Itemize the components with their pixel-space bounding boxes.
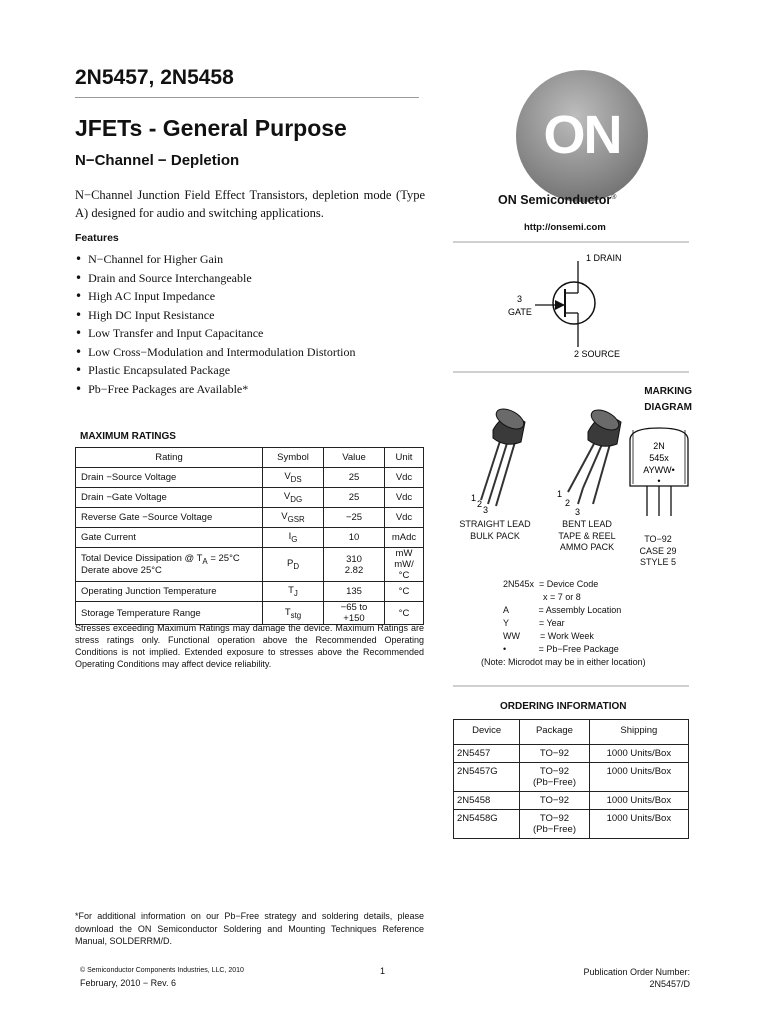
symbol-subscript: D (293, 561, 300, 571)
publication-number: 2N5457/D (649, 979, 690, 989)
device-cell: 2N5458G (454, 810, 520, 839)
value-text: 310 2.82 (344, 553, 364, 576)
unit-cell (385, 488, 424, 508)
package-cell (520, 792, 590, 810)
pb-free-footnote: *For additional information on our Pb−Free strategy and soldering details, please download the ON Semiconductor Soldering and Mounting Techniques Reference Manual, SOLDERRM/D. (75, 911, 424, 946)
table-row (76, 488, 424, 508)
table-row (76, 468, 424, 488)
registered-mark: ® (611, 193, 617, 201)
title-divider (75, 97, 419, 98)
stress-note: Stresses exceeding Maximum Ratings may damage the device. Maximum Ratings are stress ratings only. Functional operation above the Recommended Operating Conditions is not implied. Extended exposure to stresses above the Recommended Operating Conditions may affect device reliability. (75, 623, 424, 669)
label-line: STYLE 5 (639, 557, 677, 567)
unit-cell (385, 548, 424, 582)
table-row (454, 763, 689, 792)
features-heading: Features (75, 232, 119, 244)
shipping-cell: 1000 Units/Box (589, 763, 688, 792)
label-line: AMMO PACK (559, 542, 615, 552)
value-cell (324, 508, 385, 528)
rating-cell (76, 548, 263, 582)
symbol-subscript: stg (290, 610, 302, 620)
shipping-cell: 1000 Units/Box (589, 745, 688, 763)
marking-heading-line: DIAGRAM (644, 402, 692, 413)
unit-text: mW mW/°C (394, 548, 414, 581)
package-cell (520, 745, 590, 763)
page-subtitle: N−Channel − Depletion (75, 152, 240, 169)
pin-label: 3 (483, 505, 489, 515)
symbol-subscript: DG (290, 494, 303, 504)
symbol-subscript: J (293, 588, 298, 598)
revision-date: February, 2010 − Rev. 6 (80, 978, 176, 988)
publication-label: Publication Order Number: (583, 967, 690, 977)
rating-text: Total Device Dissipation @ T (81, 552, 203, 564)
rating-cell: Gate Current (76, 528, 263, 548)
bent-lead-package-icon (568, 406, 622, 504)
package-cell (520, 810, 590, 839)
table-row (454, 810, 689, 839)
device-cell: 2N5458 (454, 792, 520, 810)
feature-item: • High AC Input Impedance (75, 287, 356, 306)
unit-cell (385, 528, 424, 548)
section-divider (453, 371, 689, 373)
feature-item: • Pb−Free Packages are Available* (75, 380, 356, 399)
drain-label: 1 DRAIN (586, 253, 622, 263)
max-ratings-heading: MAXIMUM RATINGS (80, 431, 176, 442)
part-number-title: 2N5457, 2N5458 (75, 66, 234, 89)
feature-item: • Drain and Source Interchangeable (75, 269, 356, 288)
feature-item: • N−Channel for Higher Gain (75, 250, 356, 269)
table-row (454, 745, 689, 763)
microdot-note: (Note: Microdot may be in either location) (481, 657, 646, 667)
copyright-text: © Semiconductor Components Industries, LLC, 2010 (80, 967, 244, 974)
package-text: TO−92 (Pb−Free) (532, 766, 576, 788)
pin-label: 2 (565, 498, 571, 508)
rating-cell: Drain −Gate Voltage (76, 488, 263, 508)
symbol-text: T (284, 606, 291, 618)
pin-label: 1 (471, 493, 477, 503)
package-drawings (453, 400, 689, 530)
device-cell: 2N5457 (454, 745, 520, 763)
feature-item: • Low Cross−Modulation and Intermodulation Distortion (75, 343, 356, 362)
bent-lead-label (550, 519, 624, 554)
feature-item: • Plastic Encapsulated Package (75, 361, 356, 380)
package-text: TO−92 (539, 795, 570, 806)
website-link[interactable]: http://onsemi.com (524, 222, 606, 233)
symbol-text: P (286, 558, 294, 570)
table-row (76, 528, 424, 548)
rating-cell: Storage Temperature Range (76, 602, 263, 625)
rating-text: = 25°C (207, 552, 240, 564)
ordering-info-heading: ORDERING INFORMATION (500, 701, 627, 712)
pin-label: 2 (477, 499, 483, 509)
table-row (76, 508, 424, 528)
features-list (75, 250, 356, 398)
legend-row: x = 7 or 8 (503, 592, 581, 602)
jfet-symbol-diagram (453, 245, 689, 365)
table-header-row (454, 720, 689, 745)
marking-text: 545x (649, 453, 669, 463)
symbol-text: I (288, 531, 292, 543)
unit-text: mAdc (391, 532, 417, 543)
straight-lead-label (455, 519, 535, 542)
label-line: CASE 29 (639, 545, 677, 556)
package-cell (520, 763, 590, 792)
intro-paragraph: N−Channel Junction Field Effect Transistors, depletion mode (Type A) designed for audio and switching applications. (75, 188, 425, 220)
legend-row: A = Assembly Location (503, 605, 622, 615)
value-text: −65 to +150 (340, 602, 368, 624)
value-text: 25 (348, 492, 360, 503)
value-cell (324, 528, 385, 548)
label-line: TO−92 (644, 534, 672, 544)
on-logo-text: ON (543, 105, 621, 165)
rating-text: Derate above 25°C (81, 565, 162, 577)
value-cell (324, 582, 385, 602)
column-header: Unit (385, 448, 424, 468)
page-number: 1 (380, 966, 386, 976)
feature-item: • Low Transfer and Input Capacitance (75, 324, 356, 343)
symbol-text: V (281, 511, 288, 523)
table-row (76, 548, 424, 582)
ordering-table (453, 719, 689, 839)
source-label: 2 SOURCE (574, 349, 621, 359)
package-text: TO−92 (Pb−Free) (532, 813, 576, 835)
unit-cell (385, 468, 424, 488)
marking-legend (503, 578, 621, 656)
rating-cell: Operating Junction Temperature (76, 582, 263, 602)
label-line: BENT LEAD (562, 519, 612, 529)
symbol-subscript: GSR (287, 514, 305, 524)
value-text: 10 (348, 532, 360, 543)
label-line: STRAIGHT LEAD (459, 519, 531, 529)
page-title: JFETs - General Purpose (75, 115, 347, 141)
gate-arrow-icon (555, 300, 565, 310)
marking-heading-line: MARKING (644, 386, 692, 397)
symbol-cell (263, 468, 324, 488)
symbol-cell (263, 548, 324, 582)
symbol-cell (263, 528, 324, 548)
value-cell (324, 488, 385, 508)
unit-text: °C (398, 586, 410, 597)
symbol-subscript: DS (290, 474, 302, 484)
microdot-mark: • (657, 476, 661, 486)
shipping-cell: 1000 Units/Box (589, 792, 688, 810)
pin-label: 3 (575, 507, 581, 517)
symbol-text: V (283, 491, 291, 503)
column-header: Value (324, 448, 385, 468)
device-cell: 2N5457G (454, 763, 520, 792)
company-name-text: ON Semiconductor (498, 193, 612, 207)
package-text: TO−92 (539, 748, 570, 759)
case-label (628, 534, 688, 569)
value-text: −25 (345, 512, 363, 523)
unit-cell (385, 582, 424, 602)
company-name (498, 193, 616, 207)
value-text: 25 (348, 472, 360, 483)
feature-item: • High DC Input Resistance (75, 306, 356, 325)
value-cell (324, 548, 385, 582)
rating-cell: Reverse Gate −Source Voltage (76, 508, 263, 528)
table-row (76, 582, 424, 602)
column-header: Rating (76, 448, 263, 468)
gate-label: GATE (508, 307, 532, 317)
symbol-text: T (288, 585, 294, 597)
unit-text: Vdc (395, 512, 413, 523)
unit-cell (385, 508, 424, 528)
rating-subscript: A (202, 556, 208, 566)
symbol-cell (263, 488, 324, 508)
marking-text: 2N (653, 441, 665, 451)
unit-text: °C (398, 607, 410, 619)
table-row (454, 792, 689, 810)
symbol-subscript: G (291, 534, 298, 544)
value-text: 135 (346, 586, 362, 597)
symbol-text: V (284, 471, 291, 483)
max-ratings-table (75, 447, 424, 625)
legend-row: Y = Year (503, 618, 565, 628)
legend-row: 2N545x = Device Code (503, 579, 599, 589)
unit-text: Vdc (395, 492, 413, 503)
marking-text: AYWW• (643, 465, 675, 475)
symbol-cell (263, 508, 324, 528)
section-divider (453, 685, 689, 687)
table-header-row (76, 448, 424, 468)
gate-number-label: 3 (517, 294, 523, 304)
legend-row: • = Pb−Free Package (503, 644, 619, 654)
label-line: BULK PACK (470, 530, 520, 541)
column-header: Symbol (263, 448, 324, 468)
label-line: TAPE & REEL (558, 530, 616, 541)
section-divider (453, 241, 689, 243)
rating-cell: Drain −Source Voltage (76, 468, 263, 488)
symbol-cell (263, 582, 324, 602)
column-header: Shipping (589, 720, 688, 745)
shipping-cell: 1000 Units/Box (589, 810, 688, 839)
pin-label: 1 (557, 489, 563, 499)
unit-text: Vdc (395, 472, 413, 483)
column-header: Package (520, 720, 590, 745)
legend-row: WW = Work Week (503, 631, 594, 641)
column-header: Device (454, 720, 520, 745)
straight-lead-package-icon (481, 405, 527, 506)
value-cell (324, 468, 385, 488)
